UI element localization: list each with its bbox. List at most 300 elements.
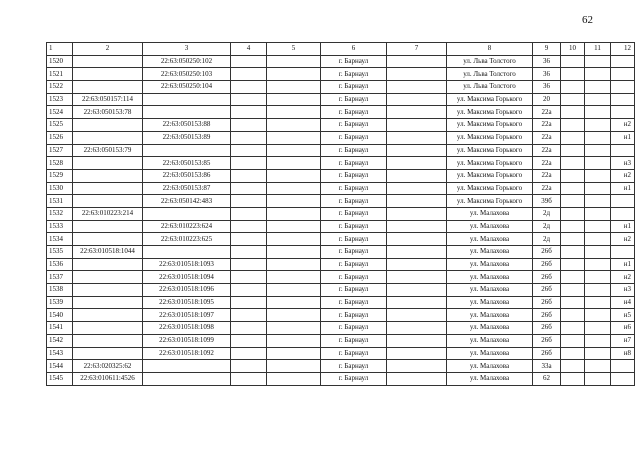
cell-col-4 (231, 309, 267, 322)
cell-unit (611, 246, 635, 259)
cell-col-5 (267, 169, 321, 182)
cell-col-7 (387, 296, 447, 309)
cell-row-number: 1534 (47, 233, 73, 246)
column-header: 9 (533, 43, 561, 56)
cell-col-7 (387, 322, 447, 335)
table-row (47, 169, 635, 182)
cell-col-4 (231, 233, 267, 246)
cell-house: 26б (533, 284, 561, 297)
cell-parcel-number: 22:63:010611:4526 (73, 372, 143, 385)
cell-street: ул. Малахова (447, 271, 533, 284)
cell-col-10 (561, 119, 585, 132)
cell-col-7 (387, 81, 447, 94)
cell-unit: н7 (611, 334, 635, 347)
cell-house: 26б (533, 296, 561, 309)
cell-col-4 (231, 360, 267, 373)
cell-house: 22а (533, 144, 561, 157)
cell-col-11 (585, 68, 611, 81)
cell-unit: н6 (611, 322, 635, 335)
cell-col-5 (267, 372, 321, 385)
cell-col-4 (231, 144, 267, 157)
table-row (47, 347, 635, 360)
cell-col-7 (387, 360, 447, 373)
cell-col-11 (585, 258, 611, 271)
cell-col-10 (561, 220, 585, 233)
cell-row-number: 1544 (47, 360, 73, 373)
cell-parcel-number (73, 55, 143, 68)
cell-object-number: 22:63:010518:1096 (143, 284, 231, 297)
cell-street: ул. Льва Толстого (447, 55, 533, 68)
cell-street: ул. Малахова (447, 322, 533, 335)
cell-parcel-number (73, 131, 143, 144)
cell-col-7 (387, 119, 447, 132)
cell-col-4 (231, 131, 267, 144)
column-header: 3 (143, 43, 231, 56)
cell-street: ул. Малахова (447, 284, 533, 297)
cell-row-number: 1526 (47, 131, 73, 144)
cell-row-number: 1542 (47, 334, 73, 347)
cell-col-4 (231, 220, 267, 233)
cell-row-number: 1523 (47, 93, 73, 106)
cell-row-number: 1535 (47, 246, 73, 259)
cell-col-5 (267, 131, 321, 144)
table-row (47, 334, 635, 347)
cell-object-number: 22:63:010518:1092 (143, 347, 231, 360)
cell-col-4 (231, 106, 267, 119)
cell-row-number: 1539 (47, 296, 73, 309)
cell-col-7 (387, 68, 447, 81)
cell-col-7 (387, 106, 447, 119)
cell-object-number: 22:63:050142:483 (143, 195, 231, 208)
cell-city: г. Барнаул (321, 334, 387, 347)
column-header: 1 (47, 43, 73, 56)
cell-col-5 (267, 195, 321, 208)
cell-col-7 (387, 284, 447, 297)
cell-col-7 (387, 169, 447, 182)
cell-house: 22а (533, 157, 561, 170)
cell-col-5 (267, 106, 321, 119)
cell-col-11 (585, 296, 611, 309)
cell-house: 22а (533, 131, 561, 144)
cell-col-11 (585, 81, 611, 94)
cell-col-11 (585, 55, 611, 68)
cell-col-4 (231, 119, 267, 132)
cell-street: ул. Малахова (447, 233, 533, 246)
cell-col-11 (585, 271, 611, 284)
cell-row-number: 1524 (47, 106, 73, 119)
cell-col-10 (561, 322, 585, 335)
table-row (47, 182, 635, 195)
cell-col-11 (585, 360, 611, 373)
cell-object-number: 22:63:010518:1097 (143, 309, 231, 322)
cell-street: ул. Льва Толстого (447, 68, 533, 81)
cell-parcel-number: 22:63:010223:214 (73, 207, 143, 220)
cell-col-10 (561, 347, 585, 360)
table-row (47, 233, 635, 246)
cell-unit: н1 (611, 258, 635, 271)
cell-col-5 (267, 119, 321, 132)
cell-col-5 (267, 68, 321, 81)
table-row (47, 55, 635, 68)
cell-street: ул. Максима Горького (447, 182, 533, 195)
cell-col-4 (231, 182, 267, 195)
cell-row-number: 1545 (47, 372, 73, 385)
cell-unit: н3 (611, 284, 635, 297)
cell-col-10 (561, 246, 585, 259)
cell-object-number: 22:63:050153:89 (143, 131, 231, 144)
cell-city: г. Барнаул (321, 296, 387, 309)
cell-col-4 (231, 207, 267, 220)
cell-col-5 (267, 157, 321, 170)
cell-row-number: 1527 (47, 144, 73, 157)
cell-col-4 (231, 258, 267, 271)
cell-col-4 (231, 322, 267, 335)
cell-house: 22а (533, 119, 561, 132)
cell-city: г. Барнаул (321, 271, 387, 284)
cell-row-number: 1541 (47, 322, 73, 335)
cell-col-7 (387, 55, 447, 68)
cell-city: г. Барнаул (321, 258, 387, 271)
cell-parcel-number: 22:63:050153:78 (73, 106, 143, 119)
cell-object-number: 22:63:010518:1099 (143, 334, 231, 347)
cell-object-number: 22:63:050250:103 (143, 68, 231, 81)
cell-col-7 (387, 246, 447, 259)
cell-object-number: 22:63:050250:102 (143, 55, 231, 68)
cell-street: ул. Малахова (447, 309, 533, 322)
cell-city: г. Барнаул (321, 322, 387, 335)
cell-col-7 (387, 372, 447, 385)
column-header: 10 (561, 43, 585, 56)
cell-house: 2д (533, 220, 561, 233)
cell-col-10 (561, 55, 585, 68)
cell-col-11 (585, 182, 611, 195)
cell-col-4 (231, 246, 267, 259)
cell-street: ул. Максима Горького (447, 93, 533, 106)
cell-unit: н3 (611, 157, 635, 170)
cell-unit: н2 (611, 169, 635, 182)
table-row (47, 131, 635, 144)
page-number: 62 (582, 14, 593, 26)
cell-street: ул. Малахова (447, 220, 533, 233)
cell-unit (611, 81, 635, 94)
cell-house: 26б (533, 334, 561, 347)
cell-object-number (143, 106, 231, 119)
cell-row-number: 1525 (47, 119, 73, 132)
cell-row-number: 1538 (47, 284, 73, 297)
cell-parcel-number (73, 334, 143, 347)
cell-col-7 (387, 157, 447, 170)
cell-col-10 (561, 296, 585, 309)
cell-street: ул. Малахова (447, 347, 533, 360)
cell-house: 33а (533, 360, 561, 373)
cell-street: ул. Максима Горького (447, 157, 533, 170)
column-header: 6 (321, 43, 387, 56)
cell-object-number: 22:63:010223:625 (143, 233, 231, 246)
cell-unit: н5 (611, 309, 635, 322)
cell-col-7 (387, 309, 447, 322)
cell-col-5 (267, 347, 321, 360)
cell-house: 36 (533, 55, 561, 68)
cell-unit (611, 207, 635, 220)
cell-street: ул. Малахова (447, 360, 533, 373)
cell-house: 22а (533, 106, 561, 119)
cell-col-11 (585, 347, 611, 360)
cell-col-4 (231, 284, 267, 297)
cell-city: г. Барнаул (321, 207, 387, 220)
cell-col-11 (585, 284, 611, 297)
cell-col-7 (387, 220, 447, 233)
cell-house: 26б (533, 309, 561, 322)
cell-house: 26б (533, 271, 561, 284)
table-row (47, 93, 635, 106)
cell-col-11 (585, 131, 611, 144)
cell-col-10 (561, 258, 585, 271)
cell-parcel-number (73, 271, 143, 284)
cell-unit: н2 (611, 271, 635, 284)
cell-parcel-number (73, 220, 143, 233)
cell-street: ул. Льва Толстого (447, 81, 533, 94)
cell-col-5 (267, 220, 321, 233)
cell-city: г. Барнаул (321, 93, 387, 106)
cell-col-10 (561, 81, 585, 94)
cell-parcel-number (73, 284, 143, 297)
cell-city: г. Барнаул (321, 182, 387, 195)
table-row (47, 144, 635, 157)
cell-col-5 (267, 258, 321, 271)
cell-col-10 (561, 131, 585, 144)
table-row (47, 372, 635, 385)
cell-street: ул. Малахова (447, 334, 533, 347)
column-header: 5 (267, 43, 321, 56)
column-header: 2 (73, 43, 143, 56)
table-row (47, 296, 635, 309)
cell-unit: н1 (611, 220, 635, 233)
cell-col-10 (561, 169, 585, 182)
cell-parcel-number (73, 157, 143, 170)
cell-unit (611, 68, 635, 81)
cell-unit: н2 (611, 119, 635, 132)
cell-col-11 (585, 93, 611, 106)
cell-unit: н1 (611, 182, 635, 195)
cell-col-10 (561, 372, 585, 385)
cell-parcel-number (73, 81, 143, 94)
cell-unit (611, 55, 635, 68)
cell-col-4 (231, 68, 267, 81)
cell-object-number: 22:63:010223:624 (143, 220, 231, 233)
cell-col-4 (231, 169, 267, 182)
cell-city: г. Барнаул (321, 233, 387, 246)
cell-col-11 (585, 334, 611, 347)
column-header: 11 (585, 43, 611, 56)
cell-col-4 (231, 296, 267, 309)
cell-street: ул. Максима Горького (447, 119, 533, 132)
cell-parcel-number (73, 68, 143, 81)
column-header: 7 (387, 43, 447, 56)
cell-col-5 (267, 207, 321, 220)
cell-street: ул. Малахова (447, 246, 533, 259)
table-body (47, 43, 635, 386)
table-row (47, 207, 635, 220)
table-row (47, 68, 635, 81)
cell-city: г. Барнаул (321, 81, 387, 94)
cell-city: г. Барнаул (321, 131, 387, 144)
cell-object-number: 22:63:010518:1094 (143, 271, 231, 284)
cell-col-5 (267, 360, 321, 373)
cell-col-11 (585, 372, 611, 385)
cell-house: 2д (533, 233, 561, 246)
cell-parcel-number: 22:63:020325:62 (73, 360, 143, 373)
cell-parcel-number: 22:63:010518:1044 (73, 246, 143, 259)
cell-object-number (143, 246, 231, 259)
table-row (47, 106, 635, 119)
cell-unit (611, 195, 635, 208)
table-row (47, 360, 635, 373)
registry-table (46, 42, 635, 386)
cell-col-7 (387, 93, 447, 106)
cell-street: ул. Максима Горького (447, 169, 533, 182)
cell-object-number: 22:63:050153:85 (143, 157, 231, 170)
cell-col-5 (267, 246, 321, 259)
cell-city: г. Барнаул (321, 246, 387, 259)
cell-col-10 (561, 309, 585, 322)
cell-col-7 (387, 144, 447, 157)
table-row (47, 81, 635, 94)
cell-parcel-number (73, 119, 143, 132)
cell-col-4 (231, 55, 267, 68)
cell-col-5 (267, 182, 321, 195)
cell-object-number: 22:63:050250:104 (143, 81, 231, 94)
cell-object-number: 22:63:050153:86 (143, 169, 231, 182)
cell-city: г. Барнаул (321, 106, 387, 119)
cell-city: г. Барнаул (321, 157, 387, 170)
cell-row-number: 1537 (47, 271, 73, 284)
cell-object-number: 22:63:010518:1095 (143, 296, 231, 309)
table-row (47, 309, 635, 322)
cell-col-4 (231, 93, 267, 106)
table-row (47, 322, 635, 335)
cell-col-4 (231, 347, 267, 360)
cell-object-number (143, 93, 231, 106)
table-row (47, 157, 635, 170)
cell-col-7 (387, 347, 447, 360)
table-row (47, 246, 635, 259)
cell-parcel-number: 22:63:050157:114 (73, 93, 143, 106)
cell-object-number (143, 360, 231, 373)
cell-row-number: 1520 (47, 55, 73, 68)
cell-object-number: 22:63:050153:87 (143, 182, 231, 195)
cell-object-number: 22:63:010518:1093 (143, 258, 231, 271)
cell-row-number: 1536 (47, 258, 73, 271)
cell-object-number (143, 144, 231, 157)
cell-city: г. Барнаул (321, 169, 387, 182)
cell-col-5 (267, 322, 321, 335)
cell-col-10 (561, 233, 585, 246)
cell-col-7 (387, 233, 447, 246)
cell-row-number: 1522 (47, 81, 73, 94)
table-header-row (47, 43, 635, 56)
cell-col-11 (585, 207, 611, 220)
cell-col-7 (387, 334, 447, 347)
cell-city: г. Барнаул (321, 55, 387, 68)
cell-col-7 (387, 195, 447, 208)
cell-col-5 (267, 55, 321, 68)
cell-parcel-number (73, 322, 143, 335)
cell-col-5 (267, 233, 321, 246)
cell-col-11 (585, 246, 611, 259)
cell-col-4 (231, 195, 267, 208)
cell-house: 39б (533, 195, 561, 208)
table-row (47, 220, 635, 233)
cell-house: 36 (533, 68, 561, 81)
cell-city: г. Барнаул (321, 347, 387, 360)
cell-col-10 (561, 207, 585, 220)
cell-col-5 (267, 144, 321, 157)
cell-col-11 (585, 309, 611, 322)
cell-parcel-number (73, 169, 143, 182)
cell-city: г. Барнаул (321, 372, 387, 385)
column-header: 8 (447, 43, 533, 56)
cell-city: г. Барнаул (321, 68, 387, 81)
cell-row-number: 1529 (47, 169, 73, 182)
cell-col-11 (585, 157, 611, 170)
cell-street: ул. Максима Горького (447, 106, 533, 119)
cell-parcel-number (73, 195, 143, 208)
cell-col-10 (561, 106, 585, 119)
cell-row-number: 1532 (47, 207, 73, 220)
cell-object-number (143, 372, 231, 385)
cell-row-number: 1530 (47, 182, 73, 195)
cell-unit (611, 360, 635, 373)
cell-col-7 (387, 258, 447, 271)
cell-row-number: 1531 (47, 195, 73, 208)
cell-col-11 (585, 195, 611, 208)
cell-col-5 (267, 93, 321, 106)
cell-col-4 (231, 334, 267, 347)
column-header: 4 (231, 43, 267, 56)
cell-parcel-number (73, 233, 143, 246)
cell-street: ул. Малахова (447, 258, 533, 271)
cell-house: 22а (533, 169, 561, 182)
cell-city: г. Барнаул (321, 144, 387, 157)
cell-col-10 (561, 93, 585, 106)
cell-col-10 (561, 360, 585, 373)
cell-col-4 (231, 81, 267, 94)
cell-col-10 (561, 334, 585, 347)
cell-street: ул. Малахова (447, 372, 533, 385)
cell-col-11 (585, 144, 611, 157)
cell-object-number (143, 207, 231, 220)
cell-col-7 (387, 207, 447, 220)
cell-parcel-number: 22:63:050153:79 (73, 144, 143, 157)
cell-city: г. Барнаул (321, 119, 387, 132)
cell-house: 20 (533, 93, 561, 106)
cell-row-number: 1543 (47, 347, 73, 360)
cell-parcel-number (73, 182, 143, 195)
column-header: 12 (611, 43, 635, 56)
cell-col-7 (387, 131, 447, 144)
table-row (47, 271, 635, 284)
cell-col-10 (561, 157, 585, 170)
table-row (47, 195, 635, 208)
cell-unit (611, 144, 635, 157)
cell-house: 26б (533, 258, 561, 271)
cell-object-number: 22:63:010518:1098 (143, 322, 231, 335)
cell-unit: н8 (611, 347, 635, 360)
cell-col-11 (585, 322, 611, 335)
cell-col-11 (585, 220, 611, 233)
cell-unit: н2 (611, 233, 635, 246)
cell-city: г. Барнаул (321, 220, 387, 233)
